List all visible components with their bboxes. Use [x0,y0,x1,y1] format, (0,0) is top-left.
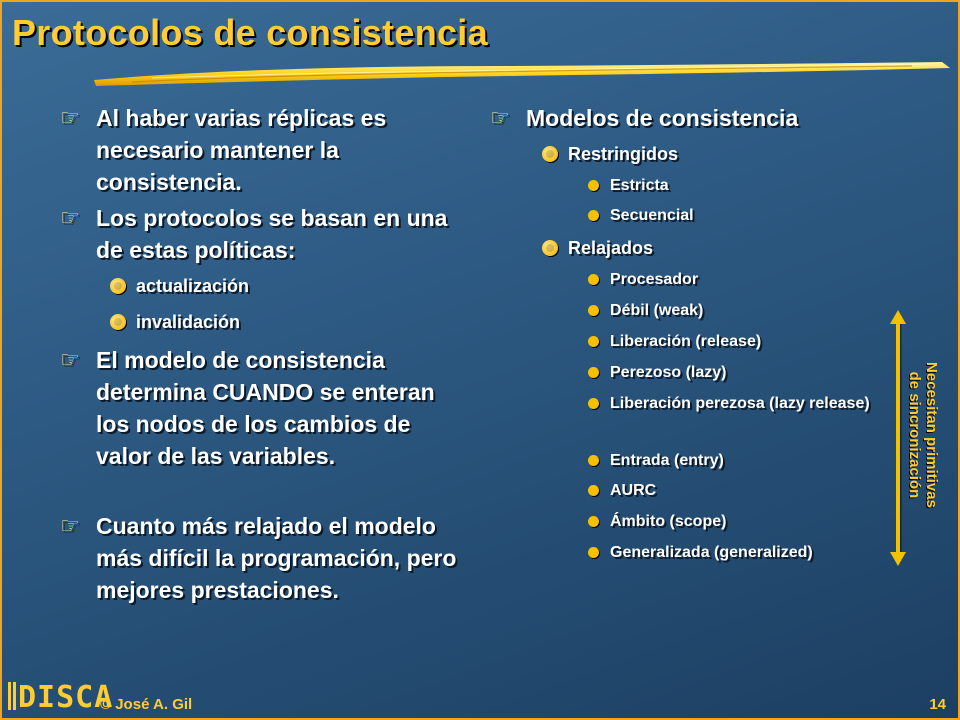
model-item [588,361,878,385]
left-bullet-4-text: Cuanto más relajado el modelo más difícil la programación, pero mejores prestaciones. [96,513,457,603]
model-item-text: Procesador [610,271,699,288]
model-item [588,392,878,416]
model-item [588,268,878,292]
model-item [588,299,878,323]
left-bullet-2 [60,202,460,266]
model-item [588,330,878,354]
model-item-text: Generalizada (generalized) [610,544,813,561]
page-number: 14 [929,696,946,713]
hand-pointer-icon: ☞ [60,347,80,372]
side-note-line-2: de sincronización [906,371,923,499]
left-bullet-1-text: Al haber varias réplicas es necesario mantener la consistencia. [96,105,387,195]
left-sub-bullet-2-text: invalidación [136,312,241,332]
small-dot-icon [588,274,599,285]
side-note [900,340,940,530]
model-item-text: Entrada (entry) [610,452,724,469]
disc-bullet-icon [110,278,126,294]
group-restringidos [542,142,842,166]
left-bullet-3 [60,344,460,472]
disca-logo [6,680,113,714]
slide-title: Protocolos de consistencia [12,12,488,53]
model-item-text: Liberación perezosa (lazy release) [610,395,870,412]
small-dot-icon [588,455,599,466]
hand-pointer-icon: ☞ [60,513,80,538]
small-dot-icon [588,180,599,191]
model-item [588,174,868,198]
model-item-text: AURC [610,482,657,499]
left-sub-bullet-1 [110,274,440,298]
small-dot-icon [588,547,599,558]
disc-bullet-icon [110,314,126,330]
model-item-text: Estricta [610,177,669,194]
group-relajados [542,236,842,260]
left-bullet-2-text: Los protocolos se basan en una de estas políticas: [96,205,448,263]
hand-pointer-icon: ☞ [490,105,510,130]
model-item [588,510,878,534]
model-item-text: Secuencial [610,207,694,224]
small-dot-icon [588,210,599,221]
small-dot-icon [588,398,599,409]
small-dot-icon [588,367,599,378]
model-item-text: Débil (weak) [610,302,704,319]
logo-bars-icon [6,680,18,712]
small-dot-icon [588,516,599,527]
right-heading-bullet [490,102,890,134]
right-heading-text: Modelos de consistencia [526,105,799,131]
left-sub-bullet-2 [110,310,440,334]
left-sub-bullet-1-text: actualización [136,276,250,296]
logo-text: DISCA [18,680,114,715]
left-bullet-1 [60,102,460,198]
left-bullet-4 [60,510,470,606]
small-dot-icon [588,336,599,347]
model-item [588,479,878,503]
model-item-text: Perezoso (lazy) [610,364,727,381]
model-item [588,204,868,228]
model-item-text: Liberación (release) [610,333,762,350]
brush-stroke-decoration [92,56,952,90]
small-dot-icon [588,305,599,316]
group-relajados-label: Relajados [568,238,654,258]
hand-pointer-icon: ☞ [60,105,80,130]
footer-author: © José A. Gil [100,696,193,713]
disc-bullet-icon [542,146,558,162]
left-bullet-3-text: El modelo de consistencia determina CUANDO se enteran los nodos de los cambios de valor de las variables. [96,347,435,469]
disc-bullet-icon [542,240,558,256]
model-item-text: Ámbito (scope) [610,513,727,530]
side-note-line-1: Necesitan primitivas [923,362,940,508]
hand-pointer-icon: ☞ [60,205,80,230]
model-item [588,541,888,565]
model-item [588,449,878,473]
group-restringidos-label: Restringidos [568,144,679,164]
small-dot-icon [588,485,599,496]
